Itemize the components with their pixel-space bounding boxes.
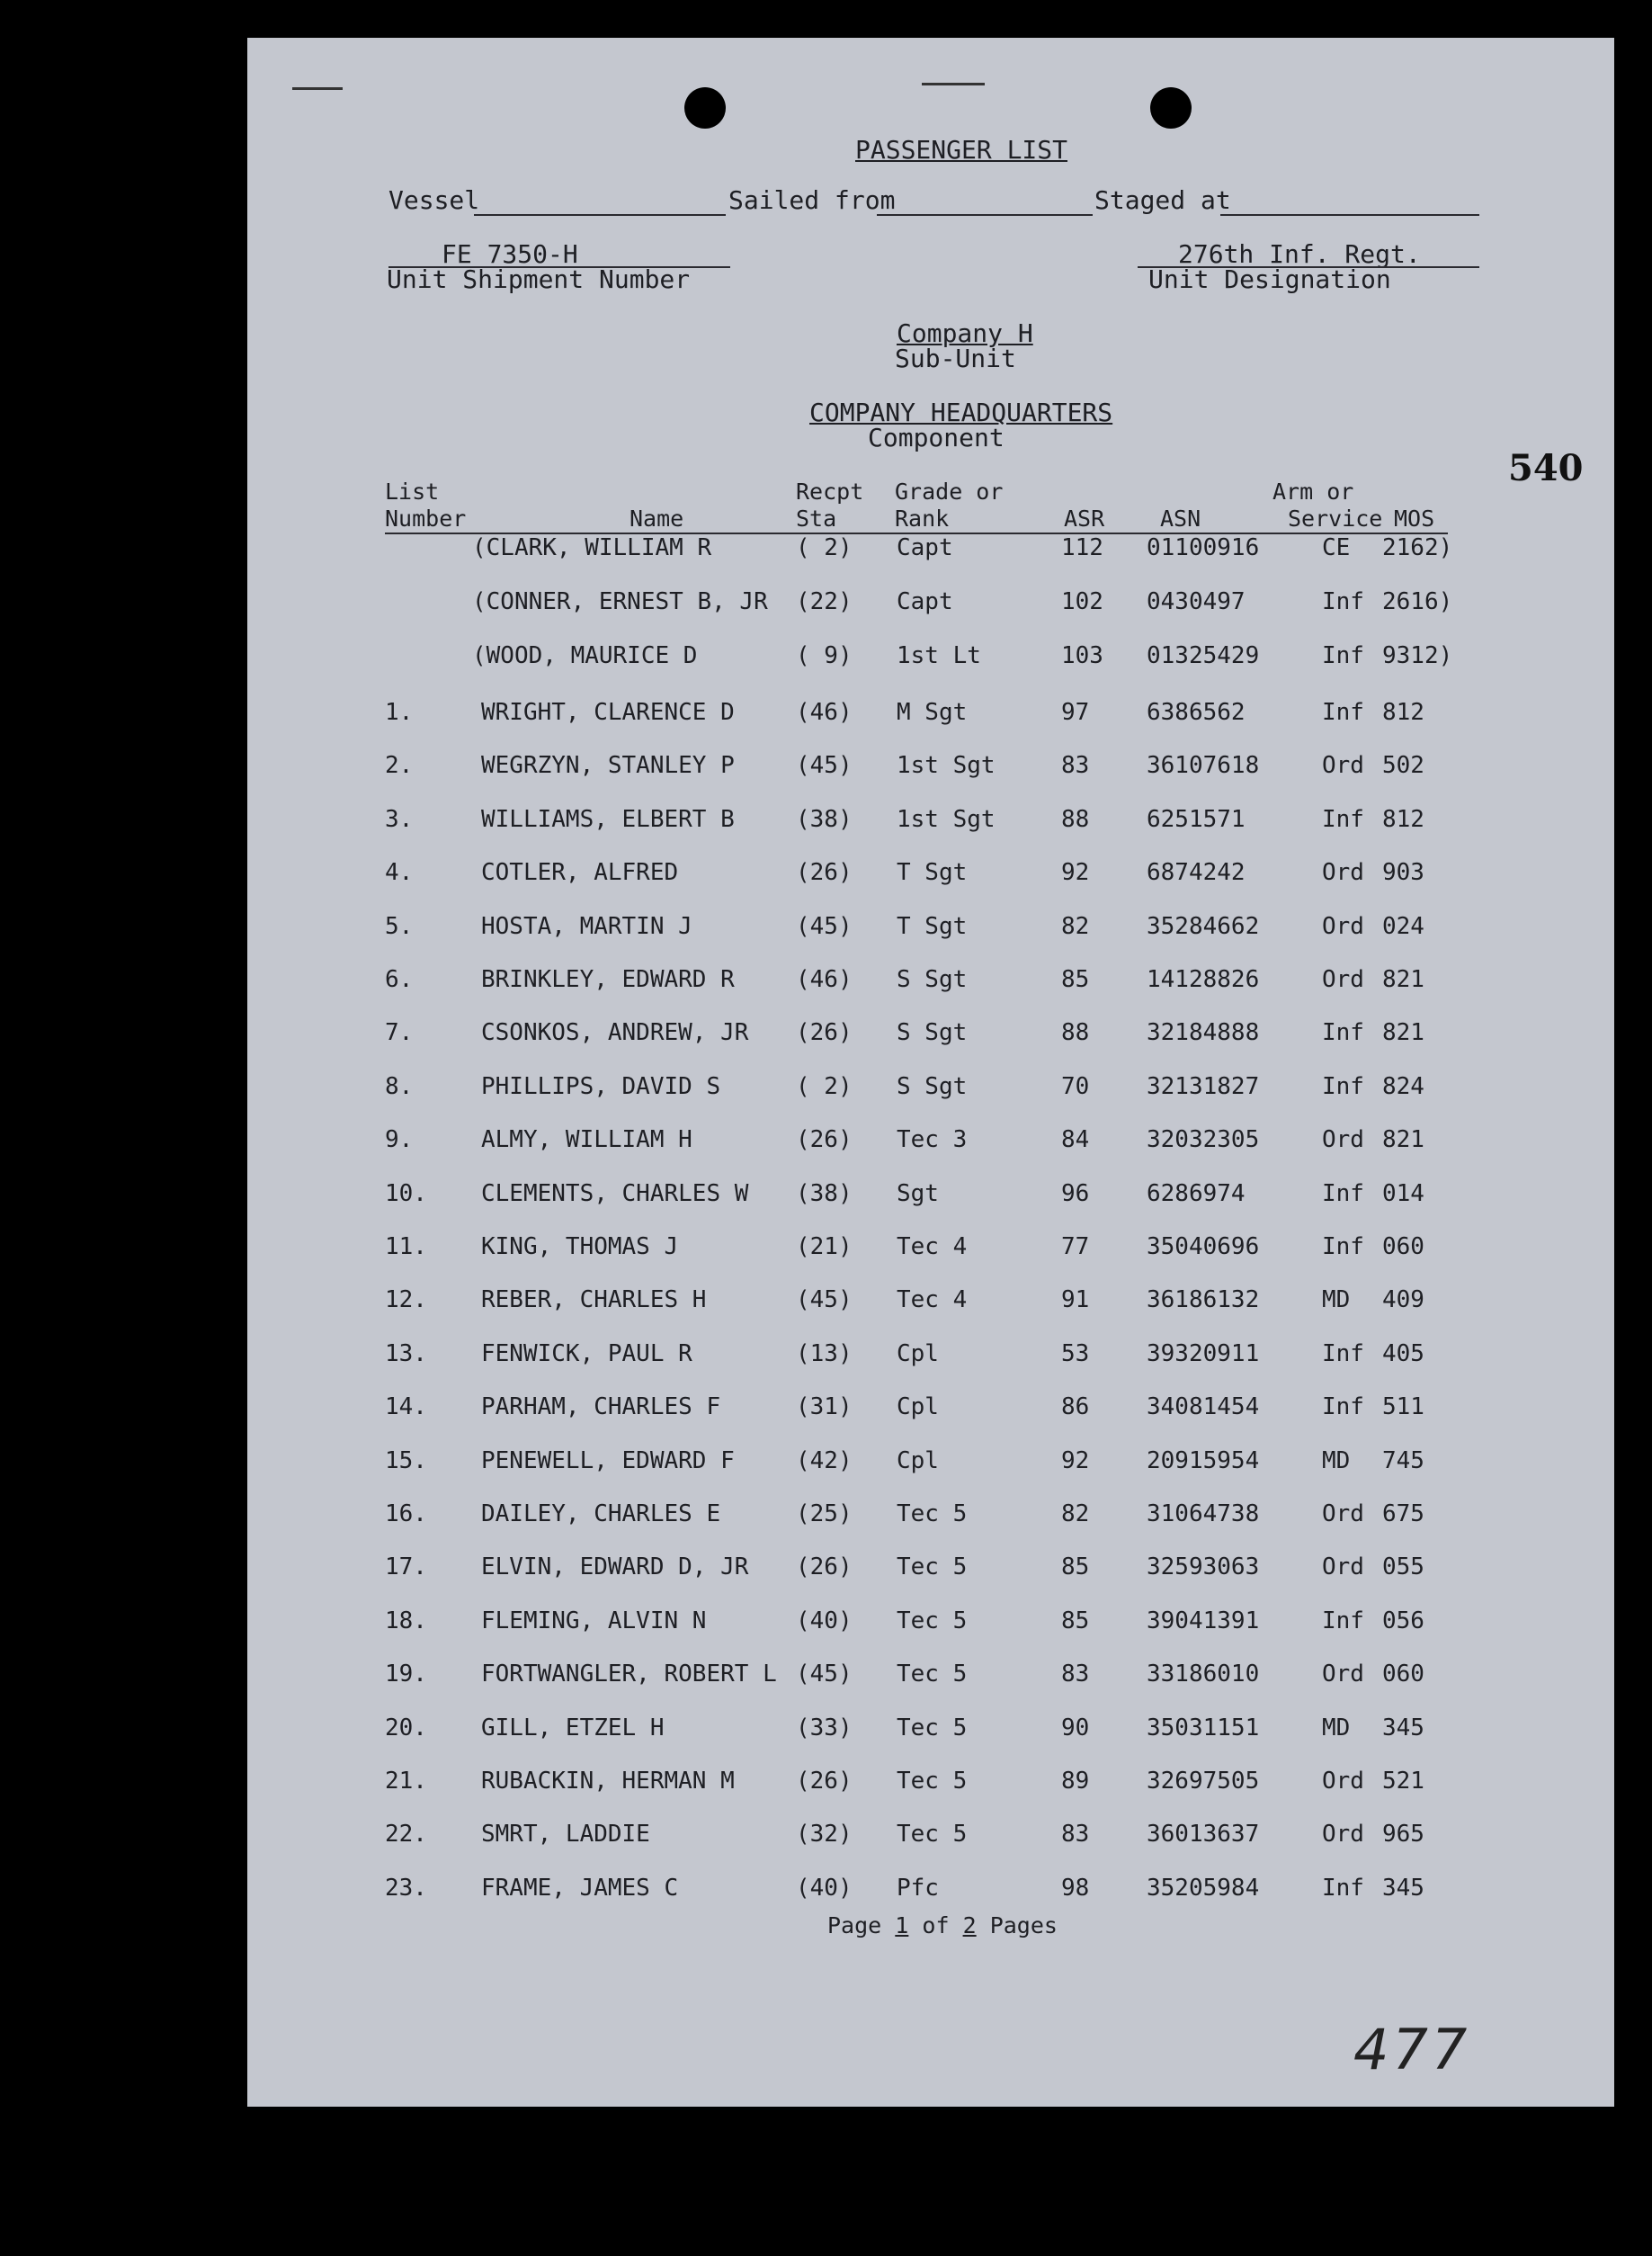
- cell-arm: Inf: [1322, 1019, 1364, 1047]
- sailed-from-label: Sailed from: [728, 185, 896, 215]
- page-indicator: [827, 1912, 1058, 1938]
- cell-arm: Inf: [1322, 1072, 1364, 1100]
- staged-at-field: [1220, 214, 1479, 216]
- cell-num: 3.: [385, 805, 414, 833]
- cell-asn: 6386562: [1147, 699, 1246, 726]
- cell-asn: 20915954: [1147, 1446, 1260, 1474]
- cell-grade: Cpl: [897, 1393, 939, 1421]
- cell-grade: Tec 5: [897, 1500, 968, 1527]
- cell-num: 8.: [385, 1072, 414, 1100]
- cell-num: 9.: [385, 1126, 414, 1154]
- table-row: [247, 1019, 1614, 1055]
- cell-num: 6.: [385, 966, 414, 993]
- cell-asr: 83: [1061, 1821, 1090, 1849]
- cell-name: PARHAM, CHARLES F: [481, 1393, 721, 1421]
- sailed-from-field: [877, 214, 1093, 216]
- cell-sta: (31): [796, 1393, 853, 1421]
- cell-name: CLEMENTS, CHARLES W: [481, 1179, 749, 1207]
- stamped-number: 540: [1508, 447, 1584, 489]
- cell-grade: Cpl: [897, 1339, 939, 1367]
- cell-grade: S Sgt: [897, 1072, 968, 1100]
- cell-sta: (26): [796, 1019, 853, 1047]
- cell-arm: Ord: [1322, 859, 1364, 887]
- cell-mos: 024: [1382, 912, 1424, 940]
- cell-arm: MD: [1322, 1714, 1351, 1741]
- cell-asr: 53: [1061, 1339, 1090, 1367]
- cell-asn: 6286974: [1147, 1179, 1246, 1207]
- cell-arm: Inf: [1322, 1233, 1364, 1260]
- page-number: 1: [895, 1912, 909, 1938]
- officer-asn: 01100916: [1147, 534, 1260, 561]
- header-number: Number: [385, 506, 467, 532]
- cell-num: 22.: [385, 1821, 427, 1849]
- cell-grade: S Sgt: [897, 966, 968, 993]
- unit-shipment-number: FE 7350-H: [442, 239, 578, 269]
- cell-asr: 83: [1061, 1661, 1090, 1688]
- officer-asr: 102: [1061, 588, 1103, 615]
- officer-arm: Inf: [1322, 642, 1364, 669]
- officer-row: [247, 642, 1614, 678]
- header-list: List: [385, 479, 440, 505]
- table-row: [247, 1233, 1614, 1269]
- cell-asn: 39041391: [1147, 1607, 1260, 1634]
- cell-name: FRAME, JAMES C: [481, 1874, 679, 1902]
- cell-mos: 511: [1382, 1393, 1424, 1421]
- table-row: [247, 1340, 1614, 1376]
- cell-asr: 89: [1061, 1768, 1090, 1795]
- cell-name: DAILEY, CHARLES E: [481, 1500, 721, 1527]
- cell-mos: 345: [1382, 1874, 1424, 1902]
- cell-num: 23.: [385, 1874, 427, 1902]
- cell-arm: MD: [1322, 1286, 1351, 1314]
- cell-asn: 6874242: [1147, 859, 1246, 887]
- cell-sta: (38): [796, 1179, 853, 1207]
- officer-grade: 1st Lt: [897, 642, 981, 669]
- cell-grade: S Sgt: [897, 1019, 968, 1047]
- cell-mos: 060: [1382, 1233, 1424, 1260]
- cell-name: HOSTA, MARTIN J: [481, 912, 692, 940]
- cell-asr: 77: [1061, 1233, 1090, 1260]
- cell-num: 10.: [385, 1179, 427, 1207]
- cell-asn: 35284662: [1147, 912, 1260, 940]
- header-recpt: Recpt: [796, 479, 864, 505]
- cell-name: CSONKOS, ANDREW, JR: [481, 1019, 749, 1047]
- cell-arm: Ord: [1322, 752, 1364, 780]
- sub-unit-label: Sub-Unit: [895, 344, 1016, 373]
- cell-num: 19.: [385, 1661, 427, 1688]
- cell-name: KING, THOMAS J: [481, 1233, 679, 1260]
- cell-sta: (46): [796, 966, 853, 993]
- cell-sta: (45): [796, 752, 853, 780]
- page-prefix: Page: [827, 1912, 882, 1938]
- cell-arm: Inf: [1322, 1179, 1364, 1207]
- cell-num: 1.: [385, 699, 414, 726]
- cell-mos: 824: [1382, 1072, 1424, 1100]
- cell-mos: 812: [1382, 699, 1424, 726]
- cell-asr: 92: [1061, 859, 1090, 887]
- cell-grade: 1st Sgt: [897, 805, 996, 833]
- document-page: [247, 38, 1614, 2107]
- cell-sta: (26): [796, 1553, 853, 1581]
- cell-sta: (38): [796, 805, 853, 833]
- cell-grade: Tec 5: [897, 1714, 968, 1741]
- cell-mos: 521: [1382, 1768, 1424, 1795]
- unit-shipment-label: Unit Shipment Number: [387, 264, 691, 294]
- header-sta: Sta: [796, 506, 837, 532]
- cell-mos: 965: [1382, 1821, 1424, 1849]
- cell-asr: 97: [1061, 699, 1090, 726]
- cell-mos: 060: [1382, 1661, 1424, 1688]
- cell-arm: Ord: [1322, 1500, 1364, 1527]
- officer-row: [247, 588, 1614, 624]
- cell-mos: 345: [1382, 1714, 1424, 1741]
- vessel-label: Vessel: [388, 185, 480, 215]
- cell-asn: 6251571: [1147, 805, 1246, 833]
- cell-name: RUBACKIN, HERMAN M: [481, 1768, 735, 1795]
- punch-hole-right: [1150, 87, 1192, 129]
- cell-asn: 32032305: [1147, 1126, 1260, 1154]
- table-row: [247, 1607, 1614, 1643]
- cell-asr: 86: [1061, 1393, 1090, 1421]
- cell-mos: 405: [1382, 1339, 1424, 1367]
- table-row: [247, 1393, 1614, 1429]
- cell-arm: Inf: [1322, 1339, 1364, 1367]
- cell-num: 21.: [385, 1768, 427, 1795]
- cell-name: ALMY, WILLIAM H: [481, 1126, 692, 1154]
- header-grade: Grade or: [895, 479, 1004, 505]
- cell-mos: 821: [1382, 966, 1424, 993]
- page-total: 2: [962, 1912, 977, 1938]
- officer-sta: ( 2): [796, 534, 853, 561]
- cell-sta: (40): [796, 1874, 853, 1902]
- cell-asn: 31064738: [1147, 1500, 1260, 1527]
- cell-name: PHILLIPS, DAVID S: [481, 1072, 721, 1100]
- cell-asn: 34081454: [1147, 1393, 1260, 1421]
- cell-name: FLEMING, ALVIN N: [481, 1607, 707, 1634]
- cell-sta: (26): [796, 859, 853, 887]
- cell-arm: Ord: [1322, 1821, 1364, 1849]
- cell-grade: Sgt: [897, 1179, 939, 1207]
- officer-asr: 112: [1061, 534, 1103, 561]
- officer-asr: 103: [1061, 642, 1103, 669]
- cell-arm: Inf: [1322, 699, 1364, 726]
- cell-asn: 36107618: [1147, 752, 1260, 780]
- cell-num: 11.: [385, 1233, 427, 1260]
- cell-num: 7.: [385, 1019, 414, 1047]
- cell-asn: 35205984: [1147, 1874, 1260, 1902]
- cell-mos: 903: [1382, 859, 1424, 887]
- cell-grade: Tec 5: [897, 1821, 968, 1849]
- vessel-field: [474, 214, 726, 216]
- cell-sta: (40): [796, 1607, 853, 1634]
- table-row: [247, 1073, 1614, 1109]
- cell-asr: 82: [1061, 912, 1090, 940]
- cell-mos: 409: [1382, 1286, 1424, 1314]
- table-row: [247, 913, 1614, 949]
- component: COMPANY HEADQUARTERS: [809, 398, 1113, 427]
- officer-name: (CONNER, ERNEST B, JR: [472, 588, 768, 615]
- cell-arm: MD: [1322, 1446, 1351, 1474]
- cell-asn: 32131827: [1147, 1072, 1260, 1100]
- cell-asn: 14128826: [1147, 966, 1260, 993]
- cell-num: 15.: [385, 1446, 427, 1474]
- header-asr: ASR: [1064, 506, 1105, 532]
- cell-arm: Inf: [1322, 1874, 1364, 1902]
- cell-num: 16.: [385, 1500, 427, 1527]
- cell-asn: 32593063: [1147, 1553, 1260, 1581]
- cell-grade: M Sgt: [897, 699, 968, 726]
- unit-designation: 276th Inf. Regt.: [1178, 239, 1421, 269]
- page-suffix: Pages: [989, 1912, 1058, 1938]
- header-asn: ASN: [1160, 506, 1201, 532]
- table-row: [247, 752, 1614, 788]
- cell-sta: (26): [796, 1768, 853, 1795]
- cell-sta: (45): [796, 912, 853, 940]
- cell-asr: 70: [1061, 1072, 1090, 1100]
- table-row: [247, 1821, 1614, 1857]
- cell-asr: 88: [1061, 1019, 1090, 1047]
- cell-name: WEGRZYN, STANLEY P: [481, 752, 735, 780]
- cell-num: 20.: [385, 1714, 427, 1741]
- officer-asn: 0430497: [1147, 588, 1246, 615]
- cell-num: 18.: [385, 1607, 427, 1634]
- cell-asn: 35040696: [1147, 1233, 1260, 1260]
- cell-asr: 85: [1061, 966, 1090, 993]
- cell-num: 4.: [385, 859, 414, 887]
- cell-mos: 821: [1382, 1126, 1424, 1154]
- officer-name: (CLARK, WILLIAM R: [472, 534, 712, 561]
- cell-grade: Tec 3: [897, 1126, 968, 1154]
- cell-arm: Ord: [1322, 966, 1364, 993]
- handwritten-number: 477: [1353, 2017, 1471, 2082]
- cell-asn: 33186010: [1147, 1661, 1260, 1688]
- staged-at-label: Staged at: [1094, 185, 1231, 215]
- cell-num: 13.: [385, 1339, 427, 1367]
- cell-asn: 32184888: [1147, 1019, 1260, 1047]
- cell-asr: 90: [1061, 1714, 1090, 1741]
- table-row: [247, 859, 1614, 895]
- cell-sta: (13): [796, 1339, 853, 1367]
- cell-sta: (42): [796, 1446, 853, 1474]
- table-row: [247, 1500, 1614, 1536]
- cell-asr: 83: [1061, 752, 1090, 780]
- cell-mos: 502: [1382, 752, 1424, 780]
- top-center-mark: [922, 83, 985, 85]
- table-row: [247, 1286, 1614, 1322]
- officer-mos: 2162): [1382, 534, 1453, 561]
- cell-name: GILL, ETZEL H: [481, 1714, 665, 1741]
- cell-name: REBER, CHARLES H: [481, 1286, 707, 1314]
- officer-name: (WOOD, MAURICE D: [472, 642, 698, 669]
- cell-arm: Inf: [1322, 805, 1364, 833]
- header-mos: MOS: [1394, 506, 1435, 532]
- cell-grade: Cpl: [897, 1446, 939, 1474]
- cell-mos: 675: [1382, 1500, 1424, 1527]
- cell-asr: 98: [1061, 1874, 1090, 1902]
- cell-num: 2.: [385, 752, 414, 780]
- cell-asr: 96: [1061, 1179, 1090, 1207]
- table-row: [247, 966, 1614, 1002]
- table-row: [247, 1768, 1614, 1804]
- cell-asn: 39320911: [1147, 1339, 1260, 1367]
- cell-arm: Inf: [1322, 1393, 1364, 1421]
- cell-arm: Ord: [1322, 912, 1364, 940]
- top-left-mark: [292, 87, 343, 90]
- cell-name: FENWICK, PAUL R: [481, 1339, 692, 1367]
- officer-sta: (22): [796, 588, 853, 615]
- cell-sta: (25): [796, 1500, 853, 1527]
- table-row: [247, 1714, 1614, 1750]
- cell-mos: 056: [1382, 1607, 1424, 1634]
- cell-name: FORTWANGLER, ROBERT L: [481, 1661, 777, 1688]
- cell-arm: Ord: [1322, 1553, 1364, 1581]
- cell-grade: Tec 5: [897, 1553, 968, 1581]
- officer-arm: CE: [1322, 534, 1351, 561]
- cell-asr: 88: [1061, 805, 1090, 833]
- cell-num: 17.: [385, 1553, 427, 1581]
- table-row: [247, 806, 1614, 842]
- cell-sta: (33): [796, 1714, 853, 1741]
- cell-asr: 82: [1061, 1500, 1090, 1527]
- cell-num: 12.: [385, 1286, 427, 1314]
- cell-mos: 812: [1382, 805, 1424, 833]
- officer-asn: 01325429: [1147, 642, 1260, 669]
- page-title: PASSENGER LIST: [855, 135, 1068, 165]
- header-rank: Rank: [895, 506, 950, 532]
- cell-asr: 85: [1061, 1553, 1090, 1581]
- table-row: [247, 1553, 1614, 1589]
- cell-grade: Tec 5: [897, 1661, 968, 1688]
- header-name: Name: [630, 506, 684, 532]
- officer-mos: 9312): [1382, 642, 1453, 669]
- cell-arm: Inf: [1322, 1607, 1364, 1634]
- cell-asr: 84: [1061, 1126, 1090, 1154]
- header-service: Service: [1288, 506, 1383, 532]
- table-row: [247, 1661, 1614, 1696]
- cell-asr: 91: [1061, 1286, 1090, 1314]
- officer-grade: Capt: [897, 588, 953, 615]
- cell-sta: (21): [796, 1233, 853, 1260]
- table-row: [247, 699, 1614, 735]
- table-row: [247, 1447, 1614, 1483]
- cell-mos: 014: [1382, 1179, 1424, 1207]
- punch-hole-left: [684, 87, 726, 129]
- cell-name: BRINKLEY, EDWARD R: [481, 966, 735, 993]
- officer-sta: ( 9): [796, 642, 853, 669]
- cell-name: WILLIAMS, ELBERT B: [481, 805, 735, 833]
- cell-num: 5.: [385, 912, 414, 940]
- cell-mos: 821: [1382, 1019, 1424, 1047]
- cell-num: 14.: [385, 1393, 427, 1421]
- cell-grade: T Sgt: [897, 912, 968, 940]
- page-of: of: [922, 1912, 950, 1938]
- cell-name: PENEWELL, EDWARD F: [481, 1446, 735, 1474]
- component-label: Component: [868, 423, 1005, 452]
- officer-row: [247, 534, 1614, 570]
- cell-grade: Tec 4: [897, 1286, 968, 1314]
- cell-grade: Pfc: [897, 1874, 939, 1902]
- cell-grade: Tec 5: [897, 1768, 968, 1795]
- cell-name: WRIGHT, CLARENCE D: [481, 699, 735, 726]
- cell-asn: 32697505: [1147, 1768, 1260, 1795]
- cell-name: COTLER, ALFRED: [481, 859, 679, 887]
- cell-grade: 1st Sgt: [897, 752, 996, 780]
- cell-asn: 35031151: [1147, 1714, 1260, 1741]
- cell-mos: 745: [1382, 1446, 1424, 1474]
- cell-sta: (45): [796, 1661, 853, 1688]
- sub-unit: Company H: [897, 318, 1033, 348]
- cell-sta: (26): [796, 1126, 853, 1154]
- cell-asr: 92: [1061, 1446, 1090, 1474]
- table-row: [247, 1126, 1614, 1162]
- cell-sta: (45): [796, 1286, 853, 1314]
- cell-asr: 85: [1061, 1607, 1090, 1634]
- cell-grade: Tec 4: [897, 1233, 968, 1260]
- cell-name: ELVIN, EDWARD D, JR: [481, 1553, 749, 1581]
- cell-arm: Ord: [1322, 1126, 1364, 1154]
- cell-asn: 36186132: [1147, 1286, 1260, 1314]
- cell-grade: T Sgt: [897, 859, 968, 887]
- cell-name: SMRT, LADDIE: [481, 1821, 650, 1849]
- officer-grade: Capt: [897, 534, 953, 561]
- header-arm: Arm or: [1272, 479, 1354, 505]
- cell-mos: 055: [1382, 1553, 1424, 1581]
- table-row: [247, 1875, 1614, 1911]
- cell-arm: Ord: [1322, 1768, 1364, 1795]
- cell-grade: Tec 5: [897, 1607, 968, 1634]
- cell-sta: (46): [796, 699, 853, 726]
- cell-sta: ( 2): [796, 1072, 853, 1100]
- cell-arm: Ord: [1322, 1661, 1364, 1688]
- cell-sta: (32): [796, 1821, 853, 1849]
- unit-designation-label: Unit Designation: [1148, 264, 1391, 294]
- officer-arm: Inf: [1322, 588, 1364, 615]
- officer-mos: 2616): [1382, 588, 1453, 615]
- cell-asn: 36013637: [1147, 1821, 1260, 1849]
- table-row: [247, 1180, 1614, 1216]
